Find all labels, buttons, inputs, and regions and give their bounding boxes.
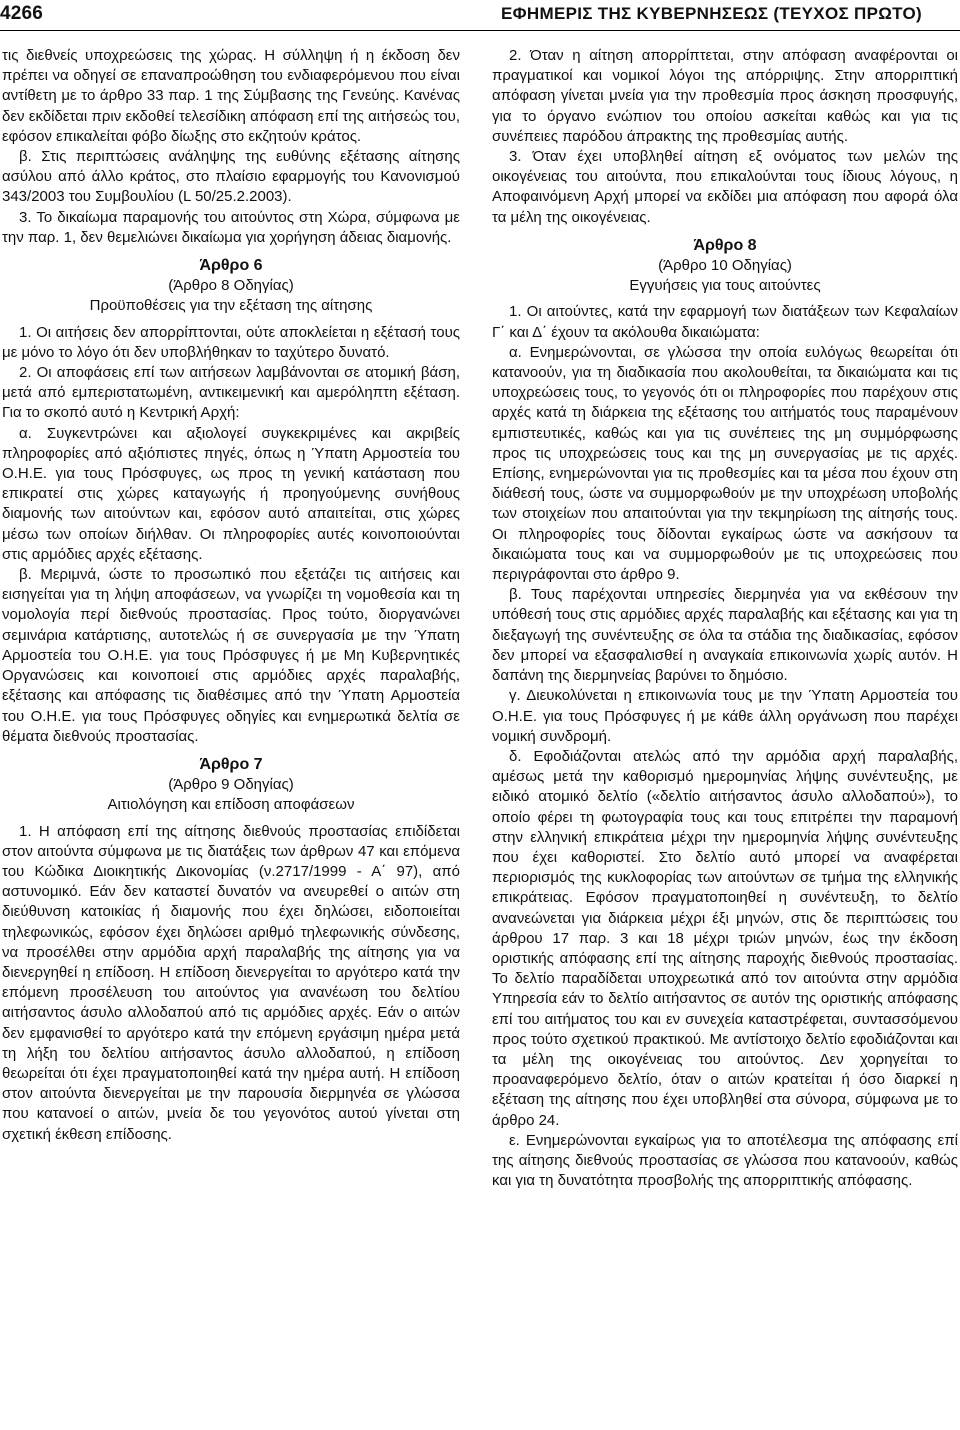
article-title: Άρθρο 8 — [693, 236, 757, 254]
article-subtitle: (Άρθρο 9 Οδηγίας) — [168, 776, 294, 794]
paragraph: α. Ενημερώνονται, σε γλώσσα την οποία ευλόγως θεωρείται ότι κατανοούν, για τη διαδικασία που ακολουθείται, τα δικαιώματα και τις υποχρεώσεις τους, το γεγονός ότι οι πληροφορίες που παρέχουν στις αρχές κατά τη διάρκεια της εξέτασης του αιτήματός τους παραμένουν εμπιστευτικές, καθώς και για τις συνέπειες της μη συμμόρφωσης προς τις υποχρεώσεις τους και της μη συνεργασίας με τις αρχές. Επίσης, ενημερώνονται για τις προθεσμίες και τα μέσα που έχουν στη διάθεσή τους, ώστε να συμμορφωθούν με την υποχρέωση υποβολής των στοιχείων που απαιτούνται για την τεκμηρίωση της αίτησής τους. Οι πληροφορίες τους δίδονται εγκαίρως ώστε να ασκήσουν τα δικαιώματα τους και να συμμορφωθούν με τις υποχρεώσεις που περιγράφονται στο άρθρο 9. — [492, 343, 958, 584]
page-header — [0, 0, 960, 31]
article-title: Άρθρο 7 — [199, 755, 263, 773]
paragraph: ε. Ενημερώνονται εγκαίρως για το αποτέλεσμα της απόφασης επί της αίτησης διεθνούς προστασίας σε γλώσσα που κατανοούν, καθώς και για τη δυνατότητα προσβολής της απορριπτικής απόφασης. — [492, 1131, 958, 1190]
article-caption: Προϋποθέσεις για την εξέταση της αίτησης — [89, 297, 373, 315]
article-7-heading — [2, 755, 460, 816]
paragraph: α. Συγκεντρώνει και αξιολογεί συγκεκριμένες και ακριβείς πληροφορίες από αξιόπιστες πηγές, όπως η Ύπατη Αρμοστεία του Ο.Η.Ε. για τους Πρόσφυγες, ως προς τη γενική κατάσταση που επικρατεί στις χώρες καταγωγής ή προηγούμενης συνήθους διαμονής των αιτούντων και, εφόσον αυτό απαιτείται, στις χώρες μέσω των οποίων διήλθαν. Οι πληροφορίες αυτές κοινοποιούνται στις αρμόδιες αρχές εξέτασης. — [2, 424, 460, 563]
article-title: Άρθρο 6 — [199, 257, 263, 275]
paragraph: β. Στις περιπτώσεις ανάληψης της ευθύνης εξέτασης αίτησης ασύλου από άλλο κράτος, στο πλαίσιο εφαρμογής του Κανονισμού 343/2003 του Συμβουλίου (L 50/25.2.2003). — [2, 148, 460, 206]
running-title: ΕΦΗΜΕΡΙΣ ΤΗΣ ΚΥΒΕΡΝΗΣΕΩΣ (ΤΕΥΧΟΣ ΠΡΩΤΟ) — [501, 4, 922, 23]
paragraph: 1. Οι αιτήσεις δεν απορρίπτονται, ούτε αποκλείεται η εξέτασή τους με μόνο το λόγο ότι δεν υποβλήθηκαν το ταχύτερο δυνατό. — [2, 323, 460, 361]
left-column — [2, 46, 460, 1145]
article-caption: Αιτιολόγηση και επίδοση αποφάσεων — [107, 796, 355, 814]
article-6-heading — [2, 256, 460, 317]
article-caption: Εγγυήσεις για τους αιτούντες — [629, 277, 821, 295]
paragraph: 2. Όταν η αίτηση απορρίπτεται, στην απόφαση αναφέρονται οι πραγματικοί και νομικοί λόγοι της απόρριψης. Στην απορριπτική απόφαση γίνεται μνεία για την προθεσμία προς άσκηση προσφυγής, για το όργανο ενώπιον του οποίου ασκείται καθώς και για τις συνέπειες παρόδου άπρακτης της προθεσμίας αυτής. — [492, 47, 958, 145]
right-column — [492, 46, 958, 1191]
paragraph: β. Μεριμνά, ώστε το προσωπικό που εξετάζει τις αιτήσεις και εισηγείται για τη λήψη αποφάσεων, να γνωρίζει τη νομοθεσία και τη νομολογία περί διεθνούς προστασίας. Προς τούτο, διοργανώνει σεμινάρια κατάρτισης, αυτοτελώς ή σε συνεργασία με την Ύπατη Αρμοστεία του Ο.Η.Ε. για τους Πρόσφυγες ή με Μη Κυβερνητικές Οργανώσεις και κοινοποιεί στις αρμόδιες αρχές παραλαβής, εξέτασης και απόφασης τις διαθέσιμες από την Ύπατη Αρμοστεία του Ο.Η.Ε. για τους Πρόσφυγες οδηγίες και ενημερωτικά δελτία σε θέματα διεθνούς προστασίας. — [2, 566, 460, 745]
paragraph: 2. Οι αποφάσεις επί των αιτήσεων λαμβάνονται σε ατομική βάση, μετά από εμπεριστατωμένη, αντικειμενική και αμερόληπτη εξέταση. Για το σκοπό αυτό η Κεντρική Αρχή: — [2, 364, 460, 422]
article-8-heading — [492, 236, 958, 297]
paragraph: γ. Διευκολύνεται η επικοινωνία τους με την Ύπατη Αρμοστεία του Ο.Η.Ε. για τους Πρόσφυγες ή με κάθε άλλη οργάνωση που παρέχει νομική συνδρομή. — [492, 687, 958, 745]
paragraph: 3. Όταν έχει υποβληθεί αίτηση εξ ονόματος των μελών της οικογένειας του αιτούντα, που επικαλούνται τους ίδιους λόγους, η Αποφαινόμενη Αρχή μπορεί να εκδίδει μια απόφαση που αφορά όλα τα μέλη της οικογένειας. — [492, 148, 958, 226]
page-number: 4266 — [0, 3, 44, 24]
paragraph: 1. Οι αιτούντες, κατά την εφαρμογή των διατάξεων των Κεφαλαίων Γ΄ και Δ΄ έχουν τα ακόλουθα δικαιώματα: — [492, 303, 958, 341]
paragraph: τις διεθνείς υποχρεώσεις της χώρας. Η σύλληψη ή η έκδοση δεν πρέπει να οδηγεί σε επαναπροώθηση του ενδιαφερόμενου που είναι αντίθετη με το άρθρο 33 παρ. 1 της Σύμβασης της Γενεύης. Κανένας δεν εκδίδεται πριν εκδοθεί τελεσίδικη απόφαση επί της αιτήσεώς του, εφόσον επικαλείται φόβο δίωξης στο εκζητούν κράτος. — [2, 47, 460, 145]
article-subtitle: (Άρθρο 10 Οδηγίας) — [658, 257, 792, 275]
paragraph: 3. Το δικαίωμα παραμονής του αιτούντος στη Χώρα, σύμφωνα με την παρ. 1, δεν θεμελιώνει δικαίωμα για χορήγηση άδειας διαμονής. — [2, 208, 460, 246]
paragraph: δ. Εφοδιάζονται ατελώς από την αρμόδια αρχή παραλαβής, αμέσως μετά την καθορισμό ημερομηνίας λήψης συνέντευξης, με ειδικό ατομικό δελτίο («δελτίο αιτήσαντος άσυλο αλλοδαπού»), το οποίο φέρει τη φωτογραφία τους και τους επιτρέπει την παραμονή στην ελληνική επικράτεια μέχρι την ημερομηνία λήψης συνέντευξης που έχει καθοριστεί. Στο δελτίο αυτό μπορεί να αναφέρεται περιορισμός της κυκλοφορίας των αιτούντων σε τμήμα της ελληνικής επικράτειας. Εφόσον πραγματοποιηθεί η συνέντευξη, το δελτίο ανανεώνεται για διάρκεια μέχρι έξι μηνών, στις δε περιπτώσεις του άρθρου 17 παρ. 3 και 18 μέχρι τριών μηνών, έως την έκδοση οριστικής απόφασης επί της αίτησης παροχής διεθνούς προστασίας. Το δελτίο παραδίδεται υποχρεωτικά από τον αιτούντα στην αρμόδια Υπηρεσία εάν το δελτίο αιτήσαντος σε αυτόν της οριστικής απόφασης επί του αιτήματος του και εν συνεχεία καταστρέφεται, συντασσόμενου προς τούτο σχετικού πρακτικού. Με αντίστοιχο δελτίο εφοδιάζονται και τα μέλη της οικογένειας του αιτούντος. Δεν χορηγείται το προαναφερόμενο δελτίο, όταν ο αιτών κρατείται ή όσο διαρκεί η εξέταση της αίτησης που έχει υποβληθεί στα σύνορα, σύμφωνα με το άρθρο 24. — [492, 747, 958, 1129]
article-subtitle: (Άρθρο 8 Οδηγίας) — [168, 277, 294, 295]
paragraph: 1. Η απόφαση επί της αίτησης διεθνούς προστασίας επιδίδεται στον αιτούντα σύμφωνα με τις διατάξεις των άρθρων 47 και επόμενα του Κώδικα Διοικητικής Δικονομίας (ν.2717/1999 - Α΄ 97), από αστυνομικό. Εάν δεν καταστεί δυνατόν να ανευρεθεί ο αιτών στη διεύθυνση κατοικίας ή διαμονής που έχει δηλώσει, ειδοποιείται τηλεφωνικώς, εφόσον έχει δηλώσει αριθμό τηλεφωνικής σύνδεσης, να προσέλθει στην αρμόδια αρχή παραλαβής της αίτησης για να διενεργηθεί η επίδοση. Η επίδοση διενεργείται το αργότερο κατά την επόμενη προσέλευση του αιτούντος για ανανέωση του δελτίου αιτήσαντος άσυλο αλλοδαπού από τις αρμόδιες αρχές. Εάν ο αιτών δεν εμφανισθεί το αργότερο κατά την επόμενη εργάσιμη ημέρα μετά τη λήξη του δελτίου αιτήσαντος άσυλο αλλοδαπού, η επίδοση θεωρείται ότι έχει πραγματοποιηθεί κατά την ημέρα αυτή. Η επίδοση στον αιτούντα διενεργείται με την παρουσία διερμηνέα σε γλώσσα που κατανοεί ο αιτών, μνεία δε του γεγονότος αυτού γίνεται στη σχετική έκθεση επίδοσης. — [2, 822, 460, 1143]
paragraph: β. Τους παρέχονται υπηρεσίες διερμηνέα για να εκθέσουν την υπόθεσή τους στις αρμόδιες αρχές παραλαβής και εξέτασης και για τη διεξαγωγή της συνέντευξης σε όλα τα στάδια της διαδικασίας, εφόσον δεν μπορεί να εξασφαλισθεί η αναγκαία επικοινωνία χωρίς αυτόν. Η δαπάνη της διερμηνείας βαρύνει το δημόσιο. — [492, 586, 958, 685]
